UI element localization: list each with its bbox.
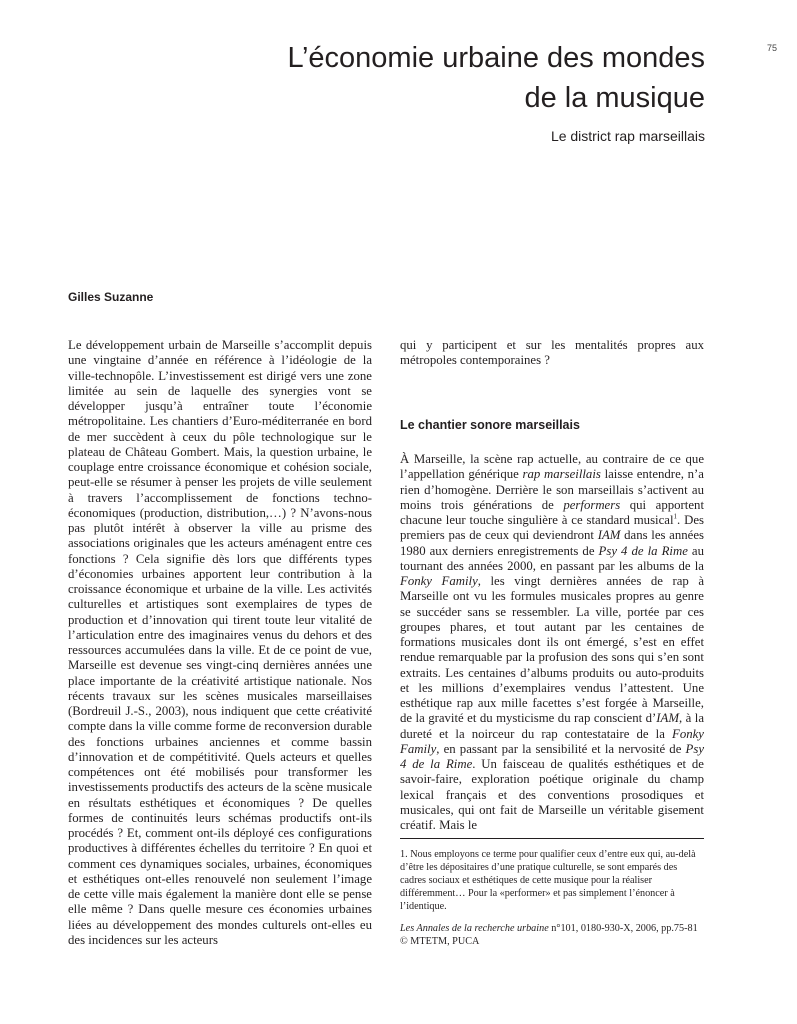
article-subtitle: Le district rap marseillais xyxy=(550,128,705,144)
body-column-left xyxy=(68,338,372,948)
body-paragraph-right-intro: qui y participent et sur les mentalités propres aux métropoles contemporaines ? xyxy=(400,338,704,368)
citation xyxy=(400,922,720,948)
emphasis-text: IAM xyxy=(597,528,621,543)
body-paragraph-left: Le développement urbain de Marseille s’accomplit depuis une vingtaine d’année en référence à l’idéologie de la ville-technopôle. L’investissement est dirigé vers une zone limitée au sein de laquelle des synergies vont se développer jusqu’à entraîner toute l’économie métropolitaine. Les chantiers d’Euro-méditerranée en bord de mer succèdent à ceux du pôle technologique sur le plateau de Château Gombert. Mais, la question urbaine, le couplage entre croissance économique et cohésion sociale, peut-elle se résumer à penser les projets de ville seulement à travers l’accomplissement de fonctions techno-économiques (production, distribution,…) ? N’avons-nous pas plutôt intérêt à observer la ville au prisme des associations originales que les acteurs aménagent entre ces fonctions ? Cela signifie dès lors que différents types d’économies urbaines apportent leur contribution à la croissance économique et urbaine de la ville. Les activités culturelles et artistiques sont exemplaires de types de production et d’innovation qui tirent toute leur vitalité de l’articulation entre des imaginaires venus du dehors et des ressources accumulées dans la ville. Et de ce point de vue, Marseille est devenue ses vingt-cinq dernières années une place importante de la créativité artistique nationale. Nos récents travaux sur les scènes musicales marseillaises (Bordreuil J.-S., 2003), nous indiquent que cette créativité compte dans la ville comme forme de reconversion durable des fonctions urbaines anciennes et comme bassin d’innovation et de compétitivité. Quels acteurs et quelles compétences ont été mobilisés pour transformer les investissements productifs des acteurs de la scène musicale en résultats esthétiques et économiques ? De quelles formes de continuités leurs schémas productifs ont-ils procédés ? Et, comment ont-ils déployé ces configurations productives à différentes échelles du territoire ? En quoi et comment ces dynamiques sociales, urbaines, économiques et esthétiques ont-elles renouvelé non seulement l’image de cette ville mais également la manière dont elle se pense elle même ? Dans quelle mesure ces économies urbaines liées au développement des mondes culturels ont-elles eu des incidences sur les acteurs xyxy=(68,338,372,947)
footnote-divider xyxy=(400,838,704,839)
page-number: 75 xyxy=(767,43,778,53)
text-segment: laisse entendre, n’a rien d’homogène. Derrière le son marseillais s’activent au moins trois générations de xyxy=(400,467,704,512)
emphasis-text: Psy 4 de la Rime xyxy=(598,543,688,558)
text-segment: , à la dureté et la noirceur du rap contestataire de la xyxy=(400,711,704,741)
footnote-reference[interactable]: 1 xyxy=(673,512,678,521)
emphasis-text: Fonky Family xyxy=(400,574,478,588)
text-segment: . Des premiers pas de ceux qui deviendront xyxy=(400,513,704,543)
body-column-right-intro xyxy=(400,338,704,369)
section-heading: Le chantier sonore marseillais xyxy=(400,418,580,432)
journal-name: Les Annales de la recherche urbaine xyxy=(400,923,549,934)
copyright-notice: © MTETM, PUCA xyxy=(400,936,480,947)
emphasis-text: Fonky Family xyxy=(400,726,704,756)
emphasis-text: Psy 4 de la Rime xyxy=(400,741,704,771)
section-paragraph xyxy=(400,452,704,833)
footnote: 1. Nous employons ce terme pour qualifier ceux d’entre eux qui, au-delà d’être les dépositaires d’une pratique culturelle, se sont emparés des cadres sociaux et esthétiques de cette musique pour la réaliser différemment… Pour la «performer» et pas simplement l’énoncer à l’identique. xyxy=(400,849,696,912)
text-segment: au tournant des années 2000, en passant par les albums de la xyxy=(400,543,705,573)
text-segment: , les vingt dernières années de rap à Marseille ont vu les formules musicales propres au genre se succéder sans se ressembler. La ville, portée par ces groupes phares, et tout autant par les centaines de formations musicales dont ils ont émergé, s’est en effet rendue remarquable par la profusion des sons qui s’en sont extraits. Les centaines d’albums produits ou auto-produits et les millions d’exemplaires vendus l’attestent. Une esthétique rap aux mille facettes s’est forgée à Marseille, de la gravité et du mysticisme du rap conscient d’ xyxy=(400,574,705,726)
text-segment: À Marseille, la scène rap actuelle, au contraire de ce que l’appellation générique xyxy=(400,452,704,482)
emphasis-text: performers xyxy=(563,497,621,512)
text-segment: . Un faisceau de qualités esthétiques et de savoir-faire, exploration poétique originale du champ lexical français et des conventions prosodiques et musicales, qui ont fait de Marseille un véritable gisement créatif. Mais le xyxy=(400,757,704,832)
article-title-line-2: de la musique xyxy=(524,82,705,114)
emphasis-text: rap marseillais xyxy=(522,467,601,482)
article-title-line-1: L’économie urbaine des mondes xyxy=(287,42,705,74)
text-segment: qui apportent chacune leur touche singulière à ce standard musical xyxy=(400,497,704,527)
emphasis-text: IAM xyxy=(656,711,679,726)
text-segment: , en passant par la sensibilité et la nervosité de xyxy=(436,741,686,756)
article-title xyxy=(145,38,705,118)
body-column-right xyxy=(400,452,704,833)
text-segment: dans les années 1980 aux derniers enregistrements de xyxy=(400,528,704,558)
author-name: Gilles Suzanne xyxy=(68,290,154,304)
citation-details: n°101, 0180-930-X, 2006, pp.75-81 xyxy=(548,923,698,934)
